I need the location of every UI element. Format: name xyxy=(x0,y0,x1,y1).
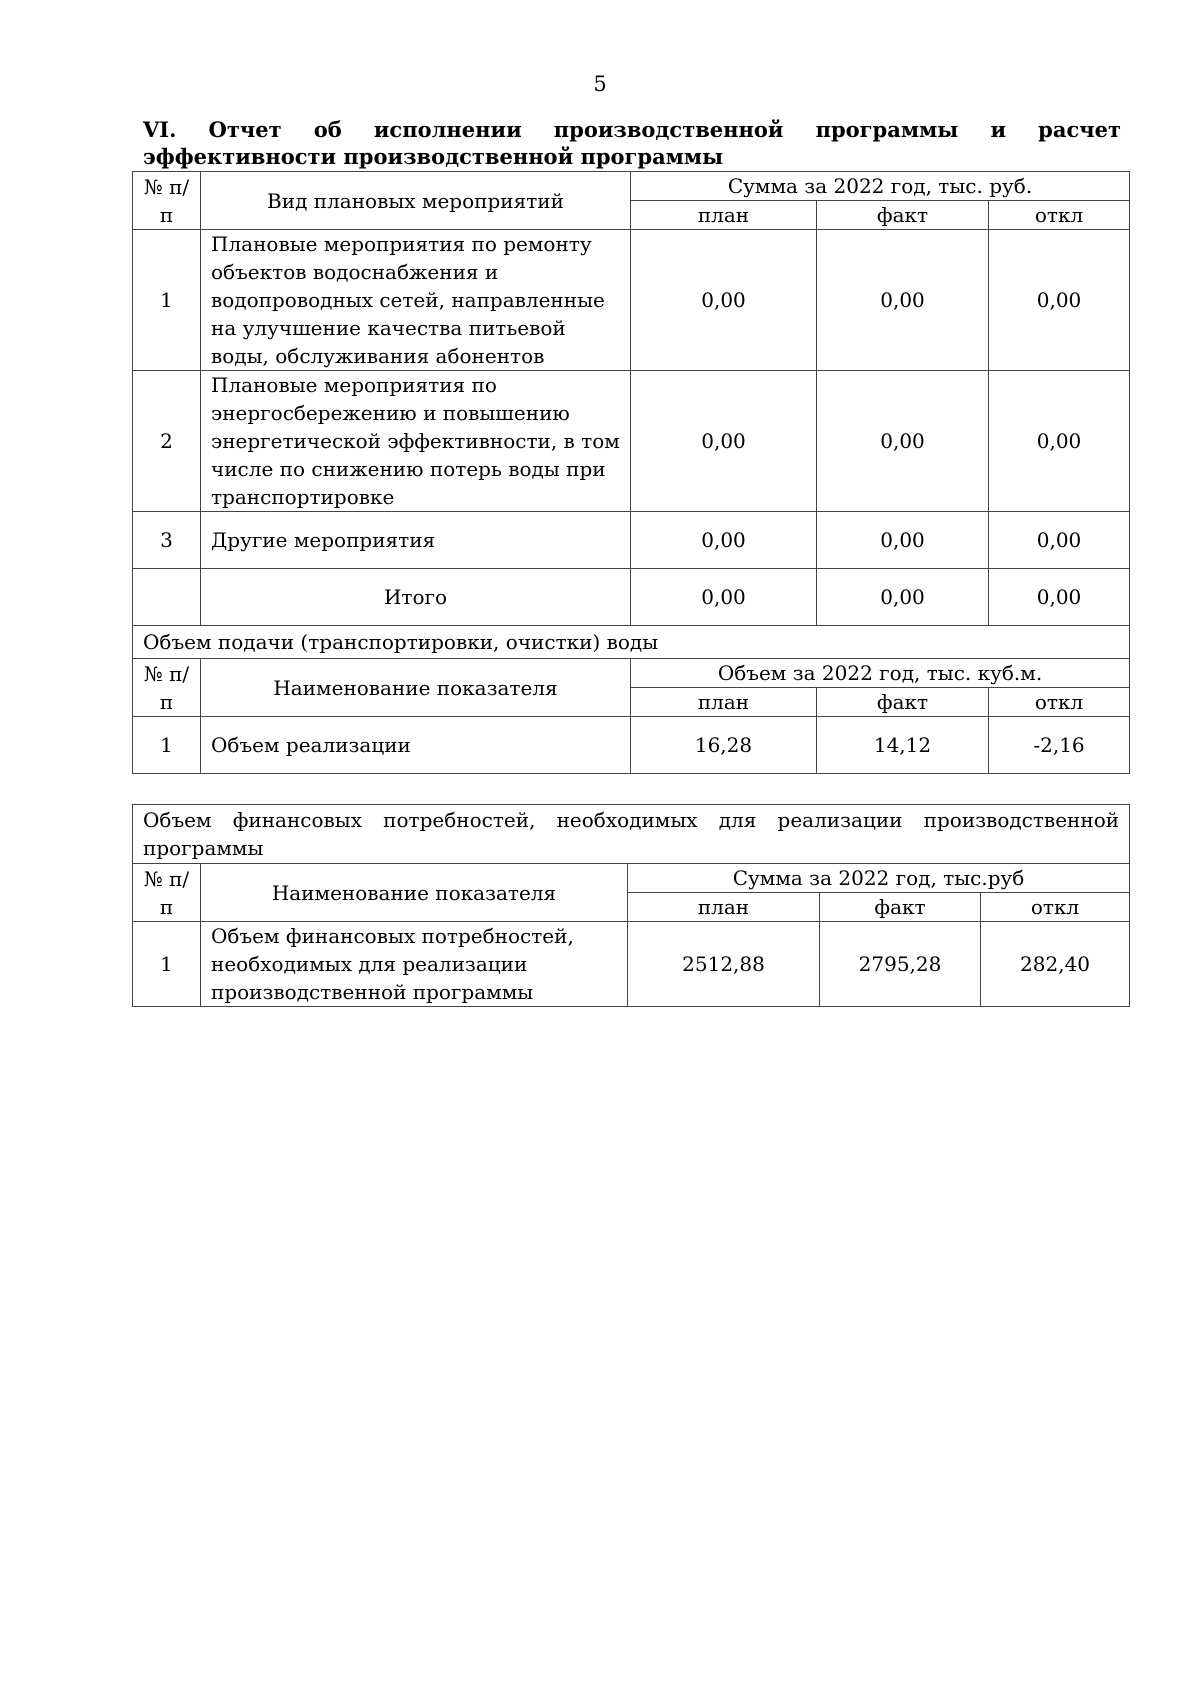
financial-header-row xyxy=(133,864,1130,893)
plan-value: 0,00 xyxy=(631,371,817,512)
financial-deviation-header: откл xyxy=(981,893,1130,922)
deviation-value: 0,00 xyxy=(989,512,1130,569)
financial-fact-header: факт xyxy=(820,893,981,922)
deviation-value: 282,40 xyxy=(981,922,1130,1007)
volume-plan-header: план xyxy=(631,688,817,717)
fact-value: 0,00 xyxy=(817,230,989,371)
row-number: 3 xyxy=(133,512,201,569)
volume-deviation-header: откл xyxy=(989,688,1130,717)
sum-group-header: Сумма за 2022 год, тыс. руб. xyxy=(631,172,1130,201)
page-number: 5 xyxy=(593,72,607,96)
measure-name: Плановые мероприятия по энергосбережению и повышению энергетической эффективности, в том числе по снижению потерь воды при транспортировке xyxy=(201,371,631,512)
total-fact-value: 0,00 xyxy=(817,569,989,626)
indicator-name: Объем реализации xyxy=(201,717,631,774)
financial-indicator-header: Наименование показателя xyxy=(201,864,628,922)
financial-group-header: Сумма за 2022 год, тыс.руб xyxy=(628,864,1130,893)
volume-group-header: Объем за 2022 год, тыс. куб.м. xyxy=(631,659,1130,688)
fact-value: 2795,28 xyxy=(820,922,981,1007)
plan-value: 2512,88 xyxy=(628,922,820,1007)
fact-value: 14,12 xyxy=(817,717,989,774)
section-title: VI. Отчет об исполнении производственной программы и расчет эффективности производственной программы xyxy=(143,117,1121,169)
financial-section-row xyxy=(133,805,1130,864)
volume-num-header: № п/п xyxy=(133,659,201,717)
plan-value: 0,00 xyxy=(631,230,817,371)
total-deviation-value: 0,00 xyxy=(989,569,1130,626)
measure-header: Вид плановых мероприятий xyxy=(201,172,631,230)
deviation-value: -2,16 xyxy=(989,717,1130,774)
financial-needs-table xyxy=(132,804,1130,1007)
financial-num-header: № п/п xyxy=(133,864,201,922)
fact-value: 0,00 xyxy=(817,371,989,512)
plan-value: 0,00 xyxy=(631,512,817,569)
total-label: Итого xyxy=(201,569,631,626)
table-row xyxy=(133,371,1130,512)
volume-header-row xyxy=(133,659,1130,688)
row-number: 1 xyxy=(133,717,201,774)
deviation-value: 0,00 xyxy=(989,230,1130,371)
total-row xyxy=(133,569,1130,626)
volume-row xyxy=(133,717,1130,774)
volume-section-row xyxy=(133,626,1130,659)
row-number: 1 xyxy=(133,230,201,371)
financial-section-title-text: Объем финансовых потребностей, необходимых для реализации производственной программы xyxy=(143,808,1120,860)
row-number: 1 xyxy=(133,922,201,1007)
financial-section-title xyxy=(133,805,1130,864)
deviation-value: 0,00 xyxy=(989,371,1130,512)
row-number: 2 xyxy=(133,371,201,512)
financial-row xyxy=(133,922,1130,1007)
num-header: № п/п xyxy=(133,172,201,230)
deviation-header: откл xyxy=(989,201,1130,230)
measure-name: Плановые мероприятия по ремонту объектов водоснабжения и водопроводных сетей, направленные на улучшение качества питьевой воды, обслуживания абонентов xyxy=(201,230,631,371)
plan-value: 16,28 xyxy=(631,717,817,774)
indicator-name: Объем финансовых потребностей, необходимых для реализации производственной программы xyxy=(201,922,628,1007)
volume-indicator-header: Наименование показателя xyxy=(201,659,631,717)
total-num-cell xyxy=(133,569,201,626)
financial-plan-header: план xyxy=(628,893,820,922)
volume-fact-header: факт xyxy=(817,688,989,717)
table-row xyxy=(133,512,1130,569)
activities-table xyxy=(132,171,1130,774)
measure-name: Другие мероприятия xyxy=(201,512,631,569)
table-header-row xyxy=(133,172,1130,201)
plan-header: план xyxy=(631,201,817,230)
fact-value: 0,00 xyxy=(817,512,989,569)
total-plan-value: 0,00 xyxy=(631,569,817,626)
table-row xyxy=(133,230,1130,371)
fact-header: факт xyxy=(817,201,989,230)
volume-section-title: Объем подачи (транспортировки, очистки) воды xyxy=(133,626,1130,659)
